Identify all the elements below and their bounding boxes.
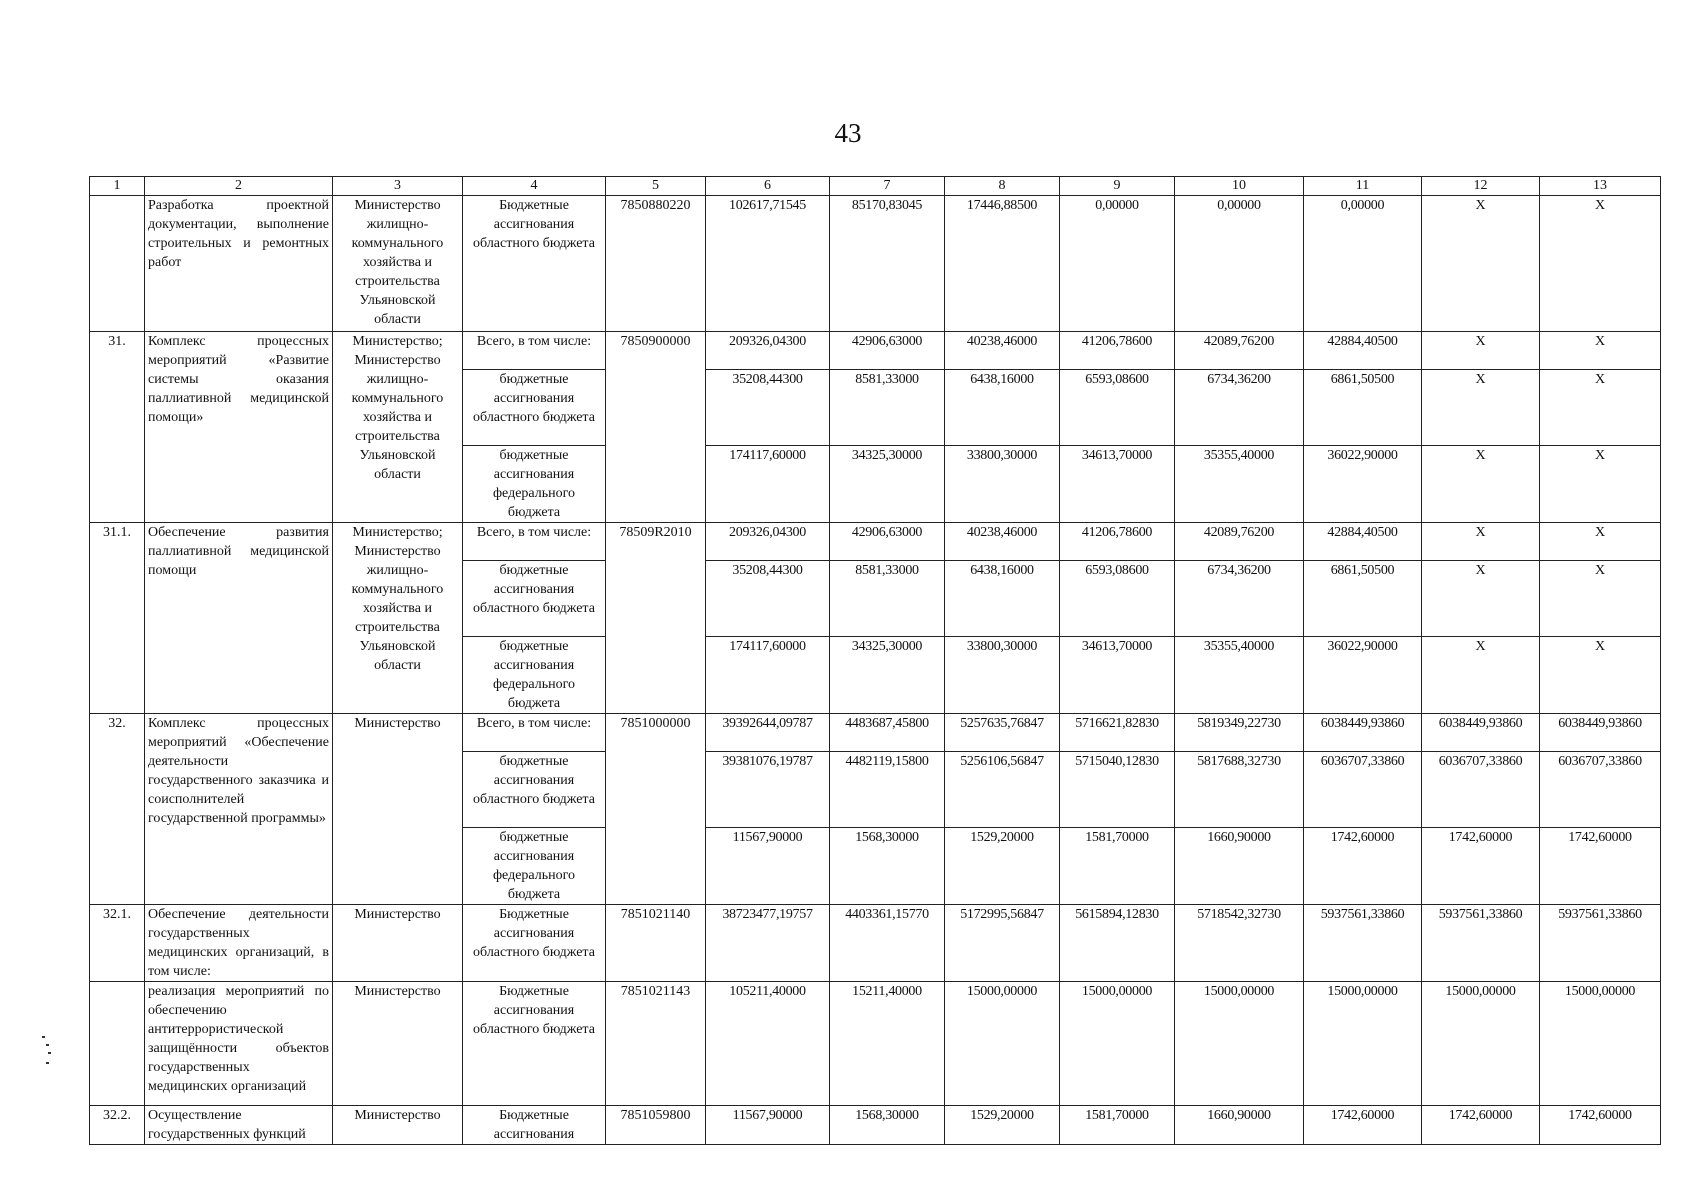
value-cell: 35208,44300 [706,370,830,446]
value-cell: 39381076,19787 [706,752,830,828]
value-cell: 1529,20000 [945,828,1060,905]
value-cell: 105211,40000 [706,982,830,1106]
col-header: 8 [945,177,1060,196]
table-row [90,905,1661,982]
value-cell: 1568,30000 [830,1106,945,1145]
value-cell: X [1422,196,1540,332]
value-cell: 17446,88500 [945,196,1060,332]
value-cell: 6038449,93860 [1540,714,1661,752]
value-cell: 85170,83045 [830,196,945,332]
activity-name: Осуществление государственных функций [145,1106,333,1145]
executor: Министерство [333,714,463,905]
value-cell: 1742,60000 [1540,1106,1661,1145]
col-header: 7 [830,177,945,196]
col-header: 13 [1540,177,1661,196]
value-cell: 1660,90000 [1175,828,1304,905]
value-cell: 15000,00000 [1540,982,1661,1106]
value-cell: 6036707,33860 [1422,752,1540,828]
executor: Министерство [333,982,463,1106]
funding-source: бюджетные ассигнования федерального бюджета [463,446,606,523]
value-cell: 4403361,15770 [830,905,945,982]
value-cell: 1581,70000 [1060,828,1175,905]
col-header: 4 [463,177,606,196]
table-row [90,982,1661,1106]
row-number: 31. [90,332,145,523]
value-cell: 6861,50500 [1304,370,1422,446]
activity-name: Комплекс процессных мероприятий «Обеспечение деятельности государственного заказчика и соисполнителей государственной программы» [145,714,333,905]
funding-source: Всего, в том числе: [463,523,606,561]
value-cell: 8581,33000 [830,370,945,446]
value-cell: 42884,40500 [1304,523,1422,561]
col-header: 9 [1060,177,1175,196]
executor: Министерство; Министерство жилищно-коммунального хозяйства и строительства Ульяновской области [333,523,463,714]
value-cell: 1742,60000 [1422,1106,1540,1145]
value-cell: X [1540,637,1661,714]
budget-code: 7851059800 [606,1106,706,1145]
table-row [90,714,1661,752]
value-cell: 36022,90000 [1304,446,1422,523]
value-cell: 6438,16000 [945,561,1060,637]
value-cell: 1742,60000 [1540,828,1661,905]
value-cell: 6038449,93860 [1422,714,1540,752]
value-cell: X [1422,523,1540,561]
value-cell: 15000,00000 [1304,982,1422,1106]
funding-source: бюджетные ассигнования федерального бюджета [463,828,606,905]
value-cell: 1581,70000 [1060,1106,1175,1145]
value-cell: 35355,40000 [1175,446,1304,523]
value-cell: X [1422,637,1540,714]
value-cell: 5937561,33860 [1304,905,1422,982]
activity-name: Обеспечение развития паллиативной медицинской помощи [145,523,333,714]
value-cell: 5172995,56847 [945,905,1060,982]
value-cell: 34613,70000 [1060,446,1175,523]
activity-name: реализация мероприятий по обеспечению антитеррористической защищённости объектов государственных медицинских организаций [145,982,333,1106]
header-row [90,177,1661,196]
value-cell: 6438,16000 [945,370,1060,446]
table-row [90,523,1661,561]
value-cell: 209326,04300 [706,523,830,561]
col-header: 11 [1304,177,1422,196]
col-header: 3 [333,177,463,196]
value-cell: 6734,36200 [1175,561,1304,637]
value-cell: 34613,70000 [1060,637,1175,714]
funding-source: бюджетные ассигнования областного бюджета [463,370,606,446]
value-cell: 6036707,33860 [1540,752,1661,828]
value-cell: 42089,76200 [1175,523,1304,561]
value-cell: 5718542,32730 [1175,905,1304,982]
value-cell: 102617,71545 [706,196,830,332]
value-cell: 5937561,33860 [1540,905,1661,982]
value-cell: X [1422,370,1540,446]
value-cell: 35208,44300 [706,561,830,637]
funding-source: Всего, в том числе: [463,332,606,370]
funding-source: бюджетные ассигнования областного бюджета [463,561,606,637]
funding-source: бюджетные ассигнования федерального бюджета [463,637,606,714]
value-cell: X [1540,523,1661,561]
col-header: 5 [606,177,706,196]
row-number: 32.1. [90,905,145,982]
value-cell: 36022,90000 [1304,637,1422,714]
value-cell: 0,00000 [1175,196,1304,332]
budget-code: 7851000000 [606,714,706,905]
col-header: 10 [1175,177,1304,196]
value-cell: 5257635,76847 [945,714,1060,752]
col-header: 1 [90,177,145,196]
value-cell: X [1540,332,1661,370]
funding-source: Всего, в том числе: [463,714,606,752]
value-cell: 8581,33000 [830,561,945,637]
row-number [90,982,145,1106]
value-cell: 209326,04300 [706,332,830,370]
value-cell: 39392644,09787 [706,714,830,752]
value-cell: 6038449,93860 [1304,714,1422,752]
value-cell: 5817688,32730 [1175,752,1304,828]
value-cell: 41206,78600 [1060,523,1175,561]
value-cell: 11567,90000 [706,1106,830,1145]
funding-source: Бюджетные ассигнования областного бюджета [463,982,606,1106]
value-cell: X [1422,446,1540,523]
value-cell: 0,00000 [1304,196,1422,332]
col-header: 6 [706,177,830,196]
value-cell: 15000,00000 [1175,982,1304,1106]
value-cell: 1742,60000 [1304,1106,1422,1145]
table-row [90,332,1661,370]
value-cell: 6593,08600 [1060,561,1175,637]
value-cell: 42089,76200 [1175,332,1304,370]
value-cell: 41206,78600 [1060,332,1175,370]
value-cell: 6036707,33860 [1304,752,1422,828]
value-cell: X [1422,332,1540,370]
value-cell: 4482119,15800 [830,752,945,828]
value-cell: 5716621,82830 [1060,714,1175,752]
executor: Министерство жилищно-коммунального хозяйства и строительства Ульяновской области [333,196,463,332]
value-cell: 4483687,45800 [830,714,945,752]
activity-name: Комплекс процессных мероприятий «Развитие системы оказания паллиативной медицинской помощи» [145,332,333,523]
col-header: 2 [145,177,333,196]
value-cell: 40238,46000 [945,332,1060,370]
page-number: 43 [834,118,862,148]
value-cell: 15000,00000 [1422,982,1540,1106]
executor: Министерство [333,1106,463,1145]
value-cell: 33800,30000 [945,637,1060,714]
funding-source: Бюджетные ассигнования [463,1106,606,1145]
activity-name: Разработка проектной документации, выполнение строительных и ремонтных работ [145,196,333,332]
row-number: 32.2. [90,1106,145,1145]
value-cell: X [1422,561,1540,637]
value-cell: 1568,30000 [830,828,945,905]
value-cell: 15000,00000 [1060,982,1175,1106]
table-row [90,196,1661,332]
funding-source: Бюджетные ассигнования областного бюджета [463,905,606,982]
value-cell: 38723477,19757 [706,905,830,982]
value-cell: 5819349,22730 [1175,714,1304,752]
value-cell: 1660,90000 [1175,1106,1304,1145]
value-cell: 42906,63000 [830,523,945,561]
value-cell: 34325,30000 [830,637,945,714]
value-cell: 40238,46000 [945,523,1060,561]
value-cell: 1742,60000 [1304,828,1422,905]
row-number [90,196,145,332]
value-cell: 174117,60000 [706,446,830,523]
value-cell: 174117,60000 [706,637,830,714]
executor: Министерство; Министерство жилищно-коммунального хозяйства и строительства Ульяновской области [333,332,463,523]
activity-name: Обеспечение деятельности государственных медицинских организаций, в том числе: [145,905,333,982]
budget-code: 7850880220 [606,196,706,332]
value-cell: 6734,36200 [1175,370,1304,446]
budget-code: 7851021140 [606,905,706,982]
executor: Министерство [333,905,463,982]
value-cell: X [1540,196,1661,332]
value-cell: 33800,30000 [945,446,1060,523]
value-cell: 35355,40000 [1175,637,1304,714]
budget-code: 78509R2010 [606,523,706,714]
budget-code: 7851021143 [606,982,706,1106]
value-cell: 6861,50500 [1304,561,1422,637]
value-cell: 1742,60000 [1422,828,1540,905]
value-cell: 42884,40500 [1304,332,1422,370]
value-cell: X [1540,561,1661,637]
value-cell: 15000,00000 [945,982,1060,1106]
row-number: 31.1. [90,523,145,714]
value-cell: 5256106,56847 [945,752,1060,828]
value-cell: 0,00000 [1060,196,1175,332]
value-cell: 1529,20000 [945,1106,1060,1145]
col-header: 12 [1422,177,1540,196]
budget-table [89,176,1661,1145]
row-number: 32. [90,714,145,905]
value-cell: 15211,40000 [830,982,945,1106]
funding-source: Бюджетные ассигнования областного бюджета [463,196,606,332]
value-cell: 5615894,12830 [1060,905,1175,982]
value-cell: 5937561,33860 [1422,905,1540,982]
budget-code: 7850900000 [606,332,706,523]
value-cell: 6593,08600 [1060,370,1175,446]
table-row [90,1106,1661,1145]
value-cell: X [1540,370,1661,446]
value-cell: X [1540,446,1661,523]
value-cell: 42906,63000 [830,332,945,370]
funding-source: бюджетные ассигнования областного бюджета [463,752,606,828]
value-cell: 34325,30000 [830,446,945,523]
scan-marks [40,1036,54,1068]
value-cell: 11567,90000 [706,828,830,905]
value-cell: 5715040,12830 [1060,752,1175,828]
